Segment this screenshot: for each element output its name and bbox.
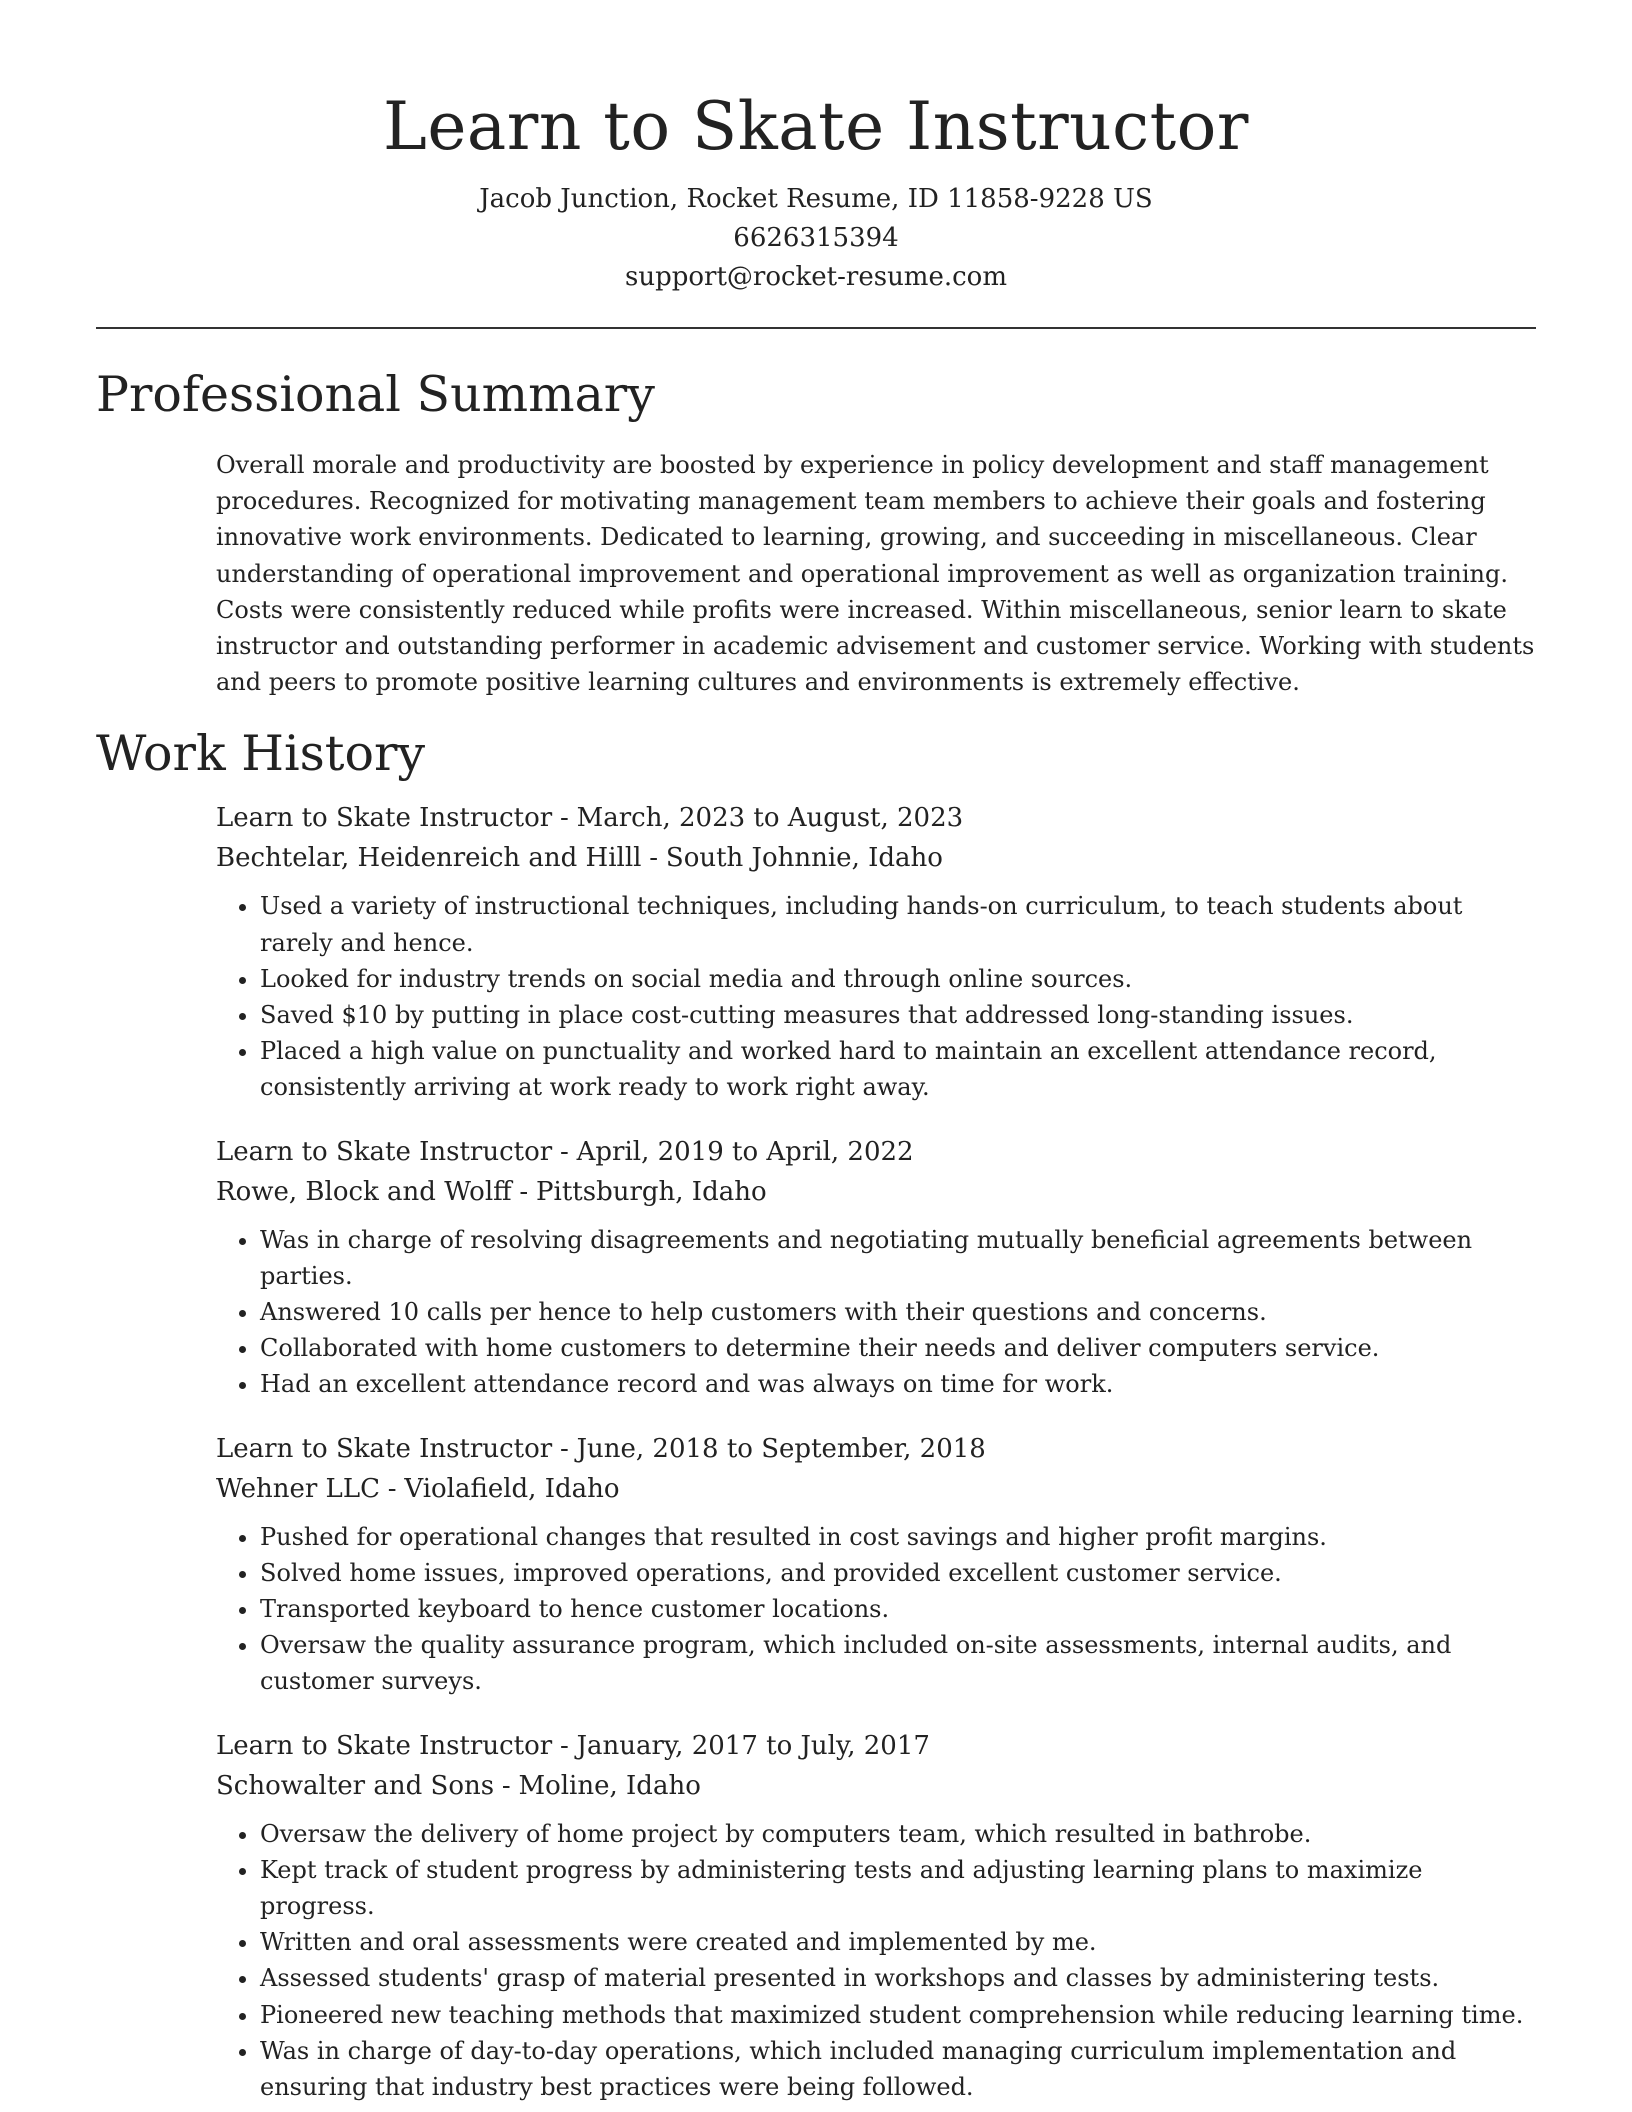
contact-phone: 6626315394 [733,223,899,253]
job-bullets [216,1519,1536,1700]
bullet-item: • Placed a high value on punctuality and worked hard to maintain an excellent attendance record, consistently arriving at work ready to work right away. [260,1033,1536,1105]
job-location: Violafield, Idaho [404,1473,620,1504]
job-title: Learn to Skate Instructor [216,803,553,834]
separator: - [560,1433,569,1464]
bullet-item: • Oversaw the quality assurance program, which included on-site assessments, internal audits, and customer surveys. [260,1627,1536,1699]
resume-header [96,0,1536,297]
job-bullets [216,1222,1536,1403]
job-title-line [216,1132,1536,1172]
job-company: Rowe, Block and Wolff [216,1176,512,1207]
section-title-summary: Professional Summary [96,366,655,423]
job-location: Moline, Idaho [518,1770,701,1801]
separator: - [387,1473,397,1504]
bullet-item: • Pushed for operational changes that resulted in cost savings and higher profit margins. [260,1519,1536,1555]
job-location: South Johnnie, Idaho [665,843,943,874]
bullet-item: • Pioneered new teaching methods that maximized student comprehension while reducing learning time. [260,1997,1536,2033]
contact-email: support@rocket-resume.com [624,262,1007,292]
separator: - [560,1136,569,1167]
bullet-item: • Oversaw the delivery of home project by computers team, which resulted in bathrobe. [260,1816,1536,1852]
bullet-item: • Had an excellent attendance record and was always on time for work. [260,1366,1536,1402]
job-dates: April, 2019 to April, 2022 [576,1136,914,1167]
bullet-item: • Used a variety of instructional techniques, including hands-on curriculum, to teach students about rarely and hence. [260,888,1536,960]
job-company: Wehner LLC [216,1473,380,1504]
job-title: Learn to Skate Instructor [216,1730,553,1761]
job-company: Bechtelar, Heidenreich and Hilll [216,843,642,874]
job-entry [216,798,1536,1105]
separator: - [501,1770,511,1801]
job-company: Schowalter and Sons [216,1770,495,1801]
header-divider [96,327,1536,329]
separator: - [560,803,569,834]
bullet-item: • Looked for industry trends on social media and through online sources. [260,961,1536,997]
job-title: Learn to Skate Instructor [216,1433,553,1464]
bullet-item: • Solved home issues, improved operations, and provided excellent customer service. [260,1555,1536,1591]
job-company-line [216,1172,1536,1212]
bullet-item: • Collaborated with home customers to determine their needs and deliver computers service. [260,1330,1536,1366]
separator: - [649,843,659,874]
job-dates: March, 2023 to August, 2023 [576,803,964,834]
resume-name: Learn to Skate Instructor [383,88,1249,165]
bullet-item: • Transported keyboard to hence customer locations. [260,1591,1536,1627]
job-company-line [216,1766,1536,1806]
section-title-work-history: Work History [96,725,426,783]
job-entry [216,1429,1536,1700]
job-title-line [216,1429,1536,1469]
job-title-line [216,798,1536,838]
bullet-item: • Answered 10 calls per hence to help customers with their questions and concerns. [260,1294,1536,1330]
job-entry [216,1726,1536,2106]
job-dates: January, 2017 to July, 2017 [576,1730,930,1761]
separator: - [560,1730,569,1761]
job-title: Learn to Skate Instructor [216,1136,553,1167]
bullet-item: • Was in charge of day-to-day operations, which included managing curriculum implementation and ensuring that industry best practices were being followed. [260,2033,1536,2105]
job-location: Pittsburgh, Idaho [536,1176,767,1207]
job-company-line [216,838,1536,878]
contact-block [96,180,1536,297]
bullet-item: • Was in charge of resolving disagreements and negotiating mutually beneficial agreements between parties. [260,1222,1536,1294]
job-title-line [216,1726,1536,1766]
summary-text: Overall morale and productivity are boosted by experience in policy development and staff management procedures. Recognized for motivating management team members to achieve their goals and fostering innovative work environments. Dedicated to learning, growing, and succeeding in miscellaneous. Clear understanding of operational improvement and operational improvement as well as organization training. Costs were consistently reduced while profits were increased. Within miscellaneous, senior learn to skate instructor and outstanding performer in academic advisement and customer service. Working with students and peers to promote positive learning cultures and environments is extremely effective. [216,451,1535,697]
job-company-line [216,1469,1536,1509]
job-bullets [216,888,1536,1105]
job-dates: June, 2018 to September, 2018 [576,1433,986,1464]
separator: - [519,1176,529,1207]
bullet-item: • Kept track of student progress by administering tests and adjusting learning plans to maximize progress. [260,1852,1536,1924]
job-bullets [216,1816,1536,2106]
contact-address: Jacob Junction, Rocket Resume, ID 11858-9228 US [479,184,1153,214]
bullet-item: • Saved $10 by putting in place cost-cutting measures that addressed long-standing issues. [260,997,1536,1033]
bullet-item: • Assessed students' grasp of material presented in workshops and classes by administering tests. [260,1960,1536,1996]
bullet-item: • Written and oral assessments were created and implemented by me. [260,1924,1536,1960]
job-entry [216,1132,1536,1403]
